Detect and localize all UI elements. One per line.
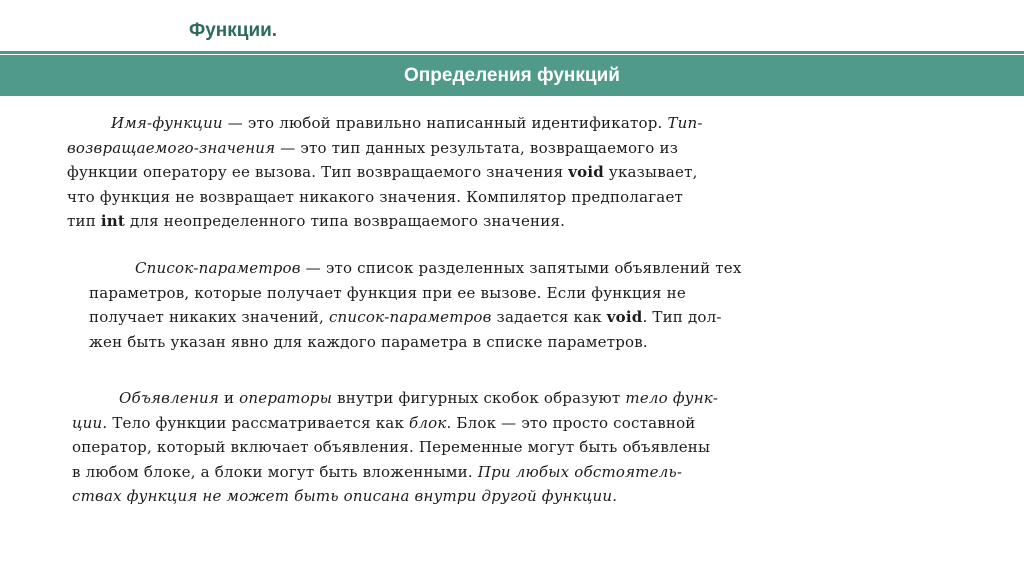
- section-banner: [0, 55, 1024, 96]
- italic-term: тело функ-: [625, 389, 719, 407]
- italic-term: блок: [409, 413, 447, 432]
- keyword: int: [100, 212, 126, 230]
- italic-term: операторы: [239, 389, 333, 407]
- italic-term: ствах функция не может быть описана внутри другой функции.: [72, 487, 618, 505]
- header-divider: [0, 51, 1024, 54]
- italic-term: список-параметров: [328, 308, 492, 326]
- italic-term: При любых обстоятель-: [477, 462, 683, 481]
- text-line: [67, 209, 935, 234]
- text-line: [67, 160, 935, 185]
- text-run: внутри фигурных скобок образуют: [332, 389, 626, 407]
- text-run: оператор, который включает объявления. Переменные могут быть объявлены: [72, 438, 711, 456]
- text-line: [72, 460, 946, 485]
- text-line: [89, 256, 961, 281]
- text-line: [72, 386, 946, 411]
- text-run: что функция не возвращает никакого значения. Компилятор предполагает: [67, 187, 684, 206]
- text-run: жен быть указан явно для каждого параметра в списке параметров.: [89, 332, 648, 351]
- italic-term: Тип-: [667, 114, 703, 132]
- text-run: в любом блоке, а блоки могут быть вложенными.: [72, 462, 478, 481]
- italic-term: возвращаемого-значения: [67, 138, 276, 157]
- paragraph-function-name: [67, 111, 935, 234]
- paragraph-parameter-list: [89, 256, 961, 354]
- italic-term: Список-параметров: [135, 259, 301, 277]
- section-banner-title: Определения функций: [404, 64, 620, 86]
- text-run: функции оператору ее вызова. Тип возвращаемого значения: [67, 163, 569, 181]
- text-line: [72, 435, 946, 460]
- text-line: [72, 411, 946, 436]
- text-run: параметров, которые получает функция при ее вызове. Если функция не: [89, 283, 686, 302]
- text-run: — это любой правильно написанный идентификатор.: [222, 114, 668, 132]
- text-run: указывает,: [603, 163, 698, 181]
- italic-term: Объявления: [119, 389, 220, 407]
- keyword: void: [606, 308, 643, 326]
- paragraph-function-body: [72, 386, 946, 509]
- text-run: — это тип данных результата, возвращаемого из: [275, 138, 679, 157]
- text-run: . Блок — это просто составной: [446, 413, 696, 432]
- text-run: для неопределенного типа возвращаемого значения.: [125, 212, 566, 230]
- text-run: и: [219, 389, 240, 407]
- italic-term: Имя-функции: [111, 114, 223, 132]
- italic-term: ции: [72, 413, 103, 432]
- text-line: [67, 136, 935, 161]
- text-run: . Тип дол-: [642, 308, 722, 326]
- text-line: [67, 185, 935, 210]
- text-line: [89, 305, 961, 330]
- text-line: [89, 281, 961, 306]
- text-line: [67, 111, 935, 136]
- text-line: [89, 330, 961, 355]
- text-run: задается как: [491, 308, 607, 326]
- text-run: получает никаких значений,: [89, 308, 329, 326]
- text-run: — это список разделенных запятыми объявлений тех: [300, 259, 742, 277]
- text-run: тип: [67, 212, 101, 230]
- text-run: . Тело функции рассматривается как: [102, 413, 409, 432]
- keyword: void: [568, 163, 604, 181]
- text-line: [72, 484, 946, 509]
- slide-title: Функции.: [189, 20, 278, 41]
